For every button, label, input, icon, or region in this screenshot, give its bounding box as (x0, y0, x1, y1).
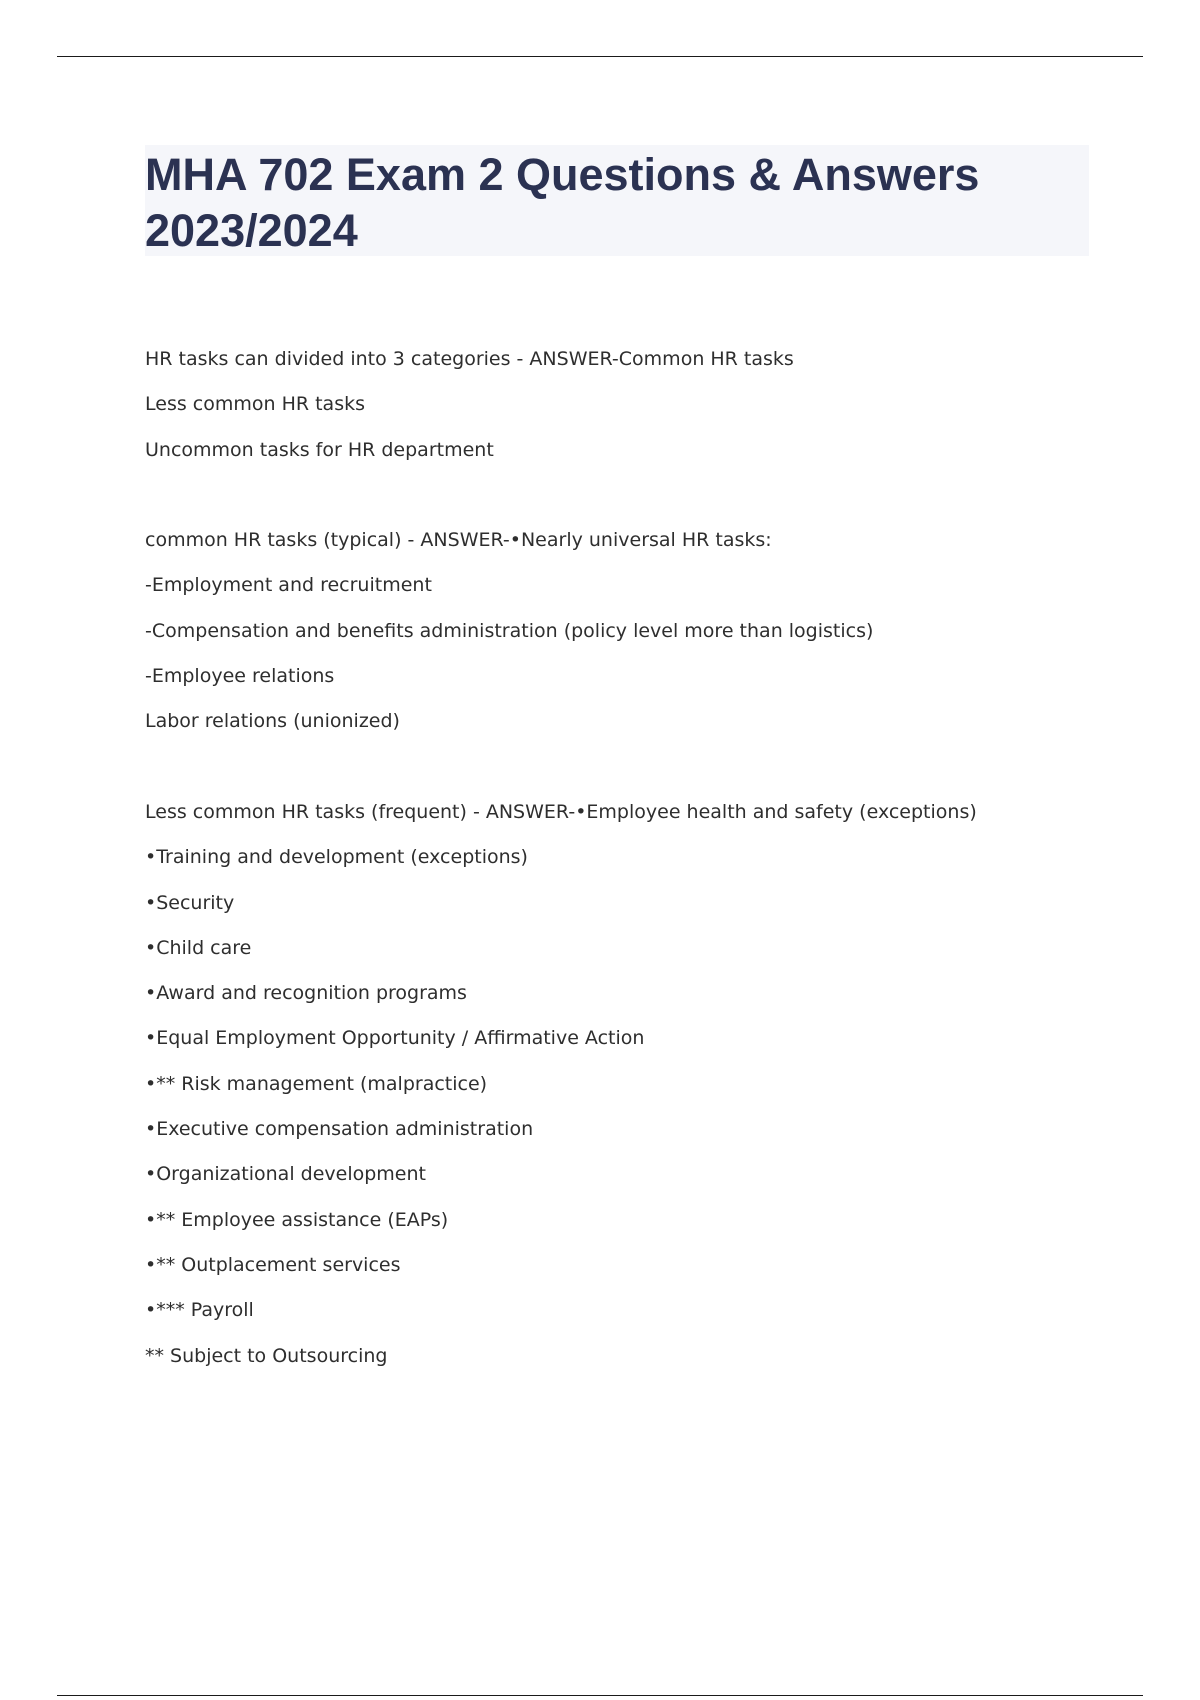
document-body (145, 337, 1085, 1379)
footer-rule (57, 1695, 1143, 1696)
answer-line: •Security (145, 891, 235, 914)
question-line: common HR tasks (typical) - ANSWER-•Nearly universal HR tasks: (145, 529, 772, 552)
answer-line: •Award and recognition programs (145, 982, 467, 1005)
answer-line: Uncommon tasks for HR department (145, 438, 494, 461)
answer-line: •Training and development (exceptions) (145, 846, 528, 869)
answer-line: •** Outplacement services (145, 1253, 401, 1276)
answer-line: -Employment and recruitment (145, 574, 432, 597)
question-line: HR tasks can divided into 3 categories - ANSWER-Common HR tasks (145, 348, 794, 370)
answer-line: •*** Payroll (145, 1299, 254, 1322)
answer-line: -Employee relations (145, 665, 335, 688)
answer-line: •Equal Employment Opportunity / Affirmative Action (145, 1027, 645, 1050)
header-rule (57, 56, 1143, 57)
block-spacer (145, 473, 1085, 518)
answer-line: Labor relations (unionized) (145, 710, 400, 733)
answer-line: •** Risk management (malpractice) (145, 1072, 488, 1095)
block-spacer (145, 745, 1085, 790)
answer-line: Less common HR tasks (145, 393, 365, 416)
page-title: MHA 702 Exam 2 Questions & Answers 2023/2024 (145, 149, 980, 256)
answer-line: •Executive compensation administration (145, 1118, 534, 1141)
answer-line: •Organizational development (145, 1163, 426, 1186)
answer-line: •** Employee assistance (EAPs) (145, 1208, 449, 1231)
question-line: Less common HR tasks (frequent) - ANSWER-•Employee health and safety (exceptions) (145, 800, 977, 823)
footnote-line: ** Subject to Outsourcing (145, 1344, 388, 1367)
answer-line: -Compensation and benefits administration (policy level more than logistics) (145, 619, 874, 642)
answer-line: •Child care (145, 936, 252, 959)
